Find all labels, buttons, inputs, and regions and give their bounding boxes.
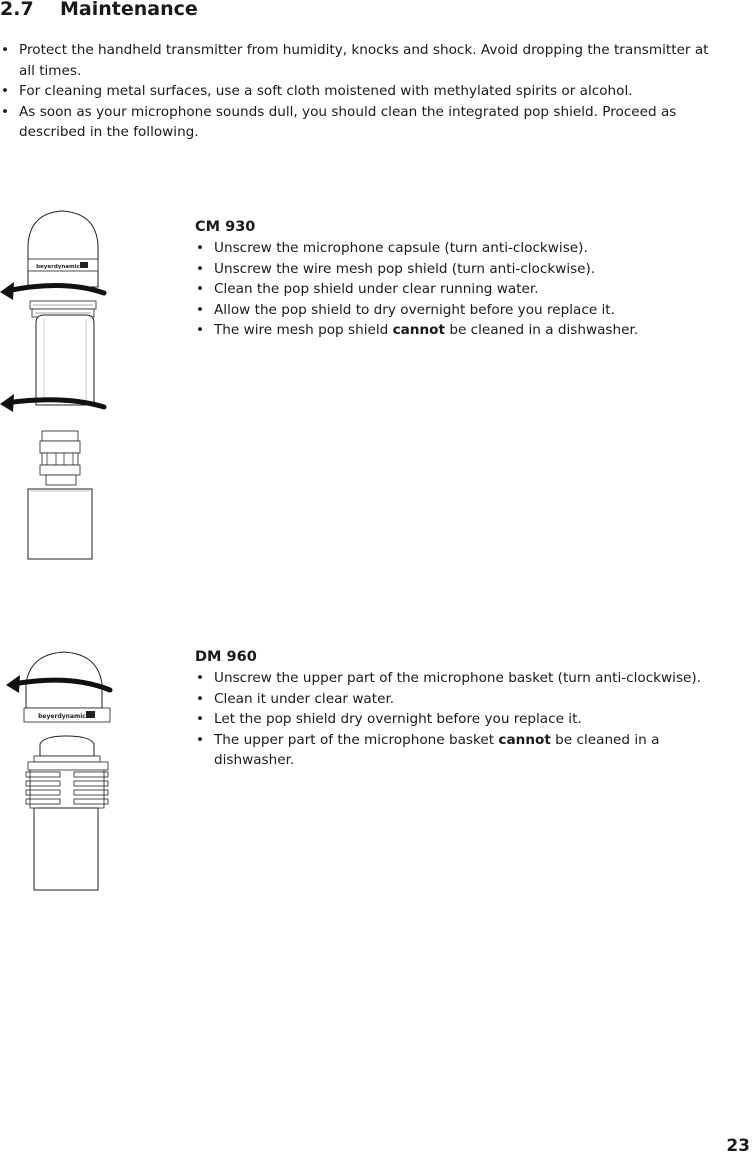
dm960-warning-after: be cleaned in a dishwasher. xyxy=(214,731,660,768)
cm930-handle xyxy=(28,489,92,559)
cm930-warning-after: be cleaned in a dishwasher. xyxy=(445,322,639,338)
dm960-brand-logo xyxy=(86,711,95,718)
cm930-connector-top xyxy=(42,431,78,441)
intro-item: • For cleaning metal surfaces, use a soft cloth moistened with methylated spirits or alcohol. xyxy=(0,81,720,102)
dm960-step: • Unscrew the upper part of the microphone basket (turn anti-clockwise). xyxy=(195,668,740,689)
cm930-brand-label: beyerdynamic xyxy=(36,264,80,270)
section-heading xyxy=(0,0,740,20)
dm960-arrow-head xyxy=(6,675,20,693)
cm930-pop-shield xyxy=(36,315,94,405)
cm930-arrow-2-head xyxy=(0,394,14,412)
dm960-section xyxy=(195,647,740,771)
cm930-arrow-1-head xyxy=(0,282,14,300)
dm960-warning-bold: cannot xyxy=(498,731,551,748)
dm960-step-warning xyxy=(195,730,740,771)
cm930-brand-logo xyxy=(80,262,88,268)
cm930-steps xyxy=(195,238,740,341)
dm960-steps xyxy=(195,668,740,771)
intro-item: • Protect the handheld transmitter from humidity, knocks and shock. Avoid dropping the transmitter at all times. xyxy=(0,40,720,81)
page-number: 23 xyxy=(726,1136,750,1156)
cm930-step: • Unscrew the wire mesh pop shield (turn anti-clockwise). xyxy=(195,259,740,280)
cm930-warning-bold: cannot xyxy=(392,322,445,338)
dm960-illustration xyxy=(0,648,116,896)
intro-item: • As soon as your microphone sounds dull, you should clean the integrated pop shield. Proceed as described in the following. xyxy=(0,102,720,143)
section-number: 2.7 xyxy=(0,0,34,20)
cm930-capsule-dome xyxy=(28,211,98,287)
dm960-lower-basket xyxy=(40,736,94,756)
cm930-step: • Unscrew the microphone capsule (turn anti-clockwise). xyxy=(195,238,740,259)
dm960-grille-ring xyxy=(28,762,108,770)
cm930-warning-before: The wire mesh pop shield xyxy=(214,322,393,338)
dm960-brand-label: beyerdynamic xyxy=(38,713,86,720)
dm960-grille-slots xyxy=(26,772,108,804)
cm930-step: • Allow the pop shield to dry overnight before you replace it. xyxy=(195,300,740,321)
cm930-section xyxy=(195,217,740,341)
cm930-step-warning xyxy=(195,320,740,341)
dm960-warning-before: The upper part of the microphone basket xyxy=(214,731,499,748)
cm930-illustration xyxy=(0,205,112,565)
cm930-title: CM 930 xyxy=(195,219,256,235)
dm960-title: DM 960 xyxy=(195,649,257,665)
section-title: Maintenance xyxy=(60,0,198,20)
dm960-handle xyxy=(34,808,98,890)
cm930-arrow-1 xyxy=(6,285,104,293)
intro-list xyxy=(0,40,720,143)
dm960-step: • Clean it under clear water. xyxy=(195,689,740,710)
dm960-step: • Let the pop shield dry overnight before you replace it. xyxy=(195,709,740,730)
cm930-step: • Clean the pop shield under clear running water. xyxy=(195,279,740,300)
